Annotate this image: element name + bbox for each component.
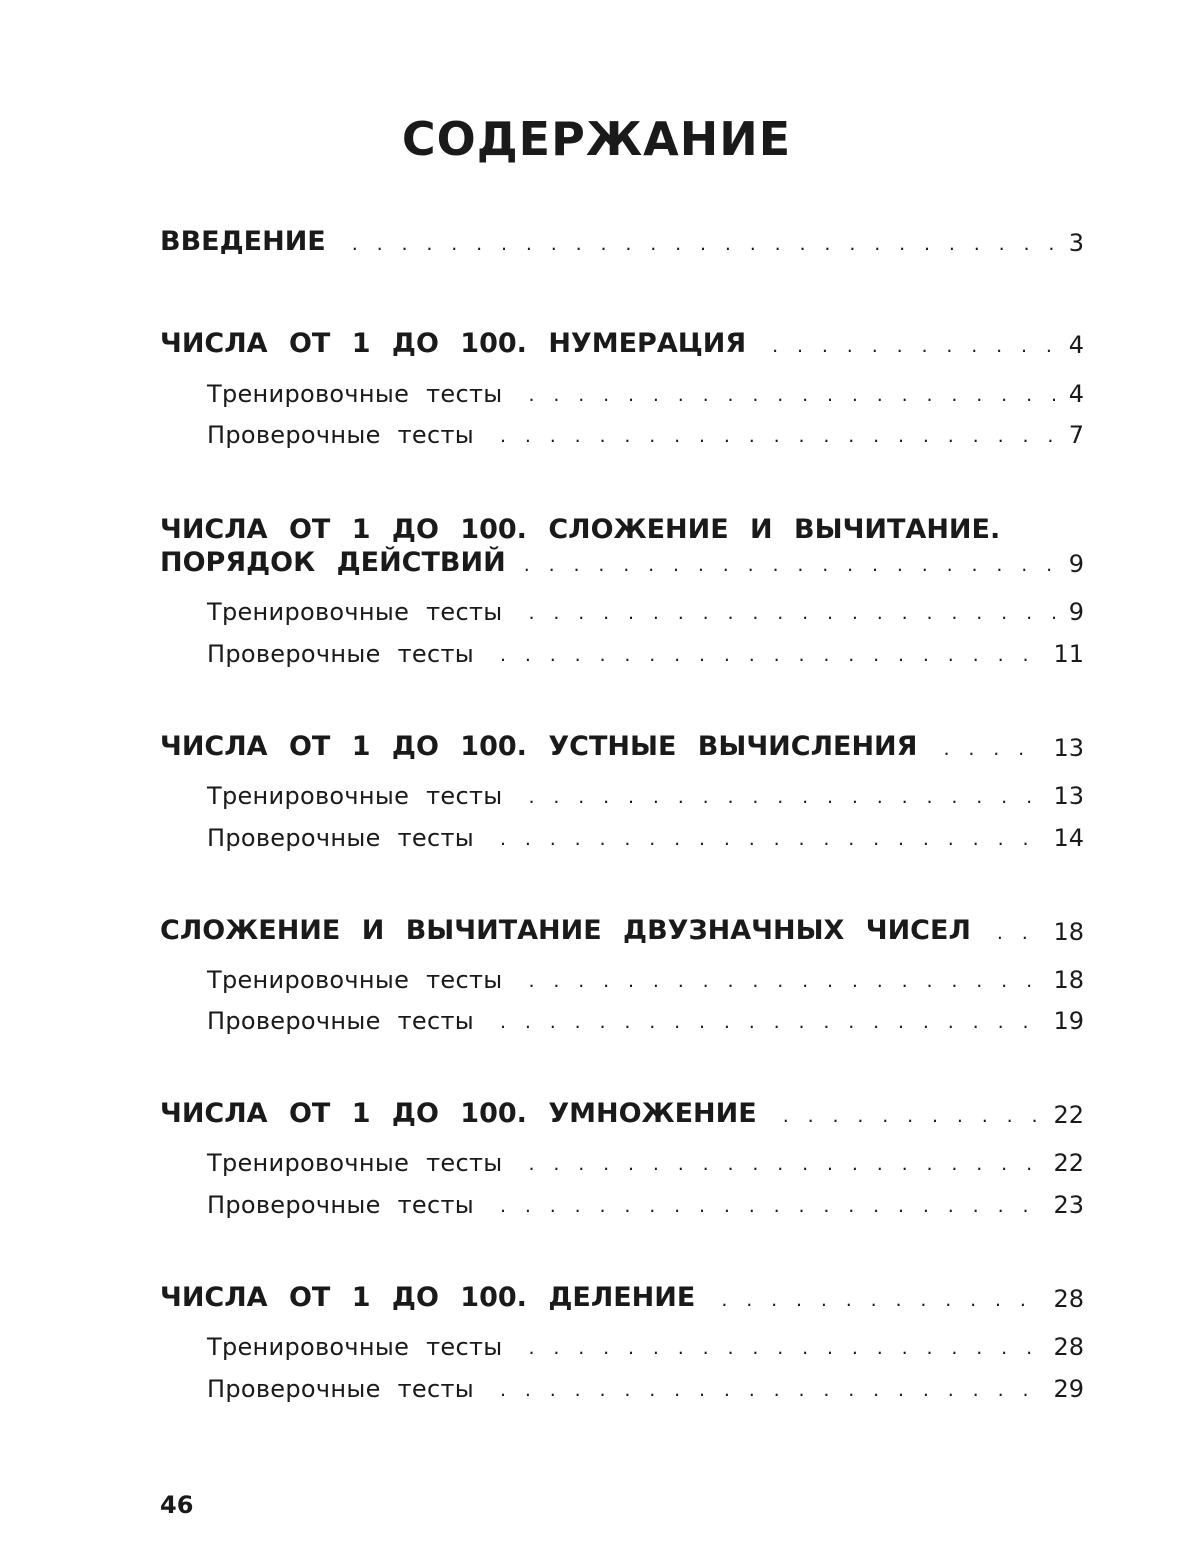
dot-leader [500,1197,1043,1219]
toc-subentry-page: 22 [1053,1149,1084,1177]
toc-subentry-check [207,421,1084,449]
toc-subentry-page: 19 [1053,1007,1084,1035]
toc-subentry-label: Проверочные тесты [207,640,474,668]
toc-entry-page: 3 [1068,229,1084,257]
toc-subentry-page: 18 [1053,966,1084,994]
toc-section-label: ЧИСЛА ОТ 1 ДО 100. НУМЕРАЦИЯ [160,328,747,359]
toc-section-title [160,731,1084,762]
toc-subentry-check [207,1375,1084,1403]
toc-subentry-page: 4 [1068,380,1084,408]
toc-subentry-training [207,966,1084,994]
toc-subentry-training [207,1149,1084,1177]
toc-subentry-training [207,380,1084,408]
toc-section-page: 13 [1053,734,1084,762]
toc-subentry-training [207,1333,1084,1361]
toc-section-page: 22 [1053,1101,1084,1129]
toc-subentry-page: 23 [1053,1191,1084,1219]
toc-subentry-training [207,782,1084,810]
toc-entry-label: ВВЕДЕНИЕ [160,226,326,257]
toc-section-title [160,547,1084,578]
dot-leader [721,1291,1043,1313]
toc-subentry-label: Тренировочные тесты [207,1149,503,1177]
toc-subentry-check [207,640,1084,668]
toc-subentry-check [207,1007,1084,1035]
toc-subentry-label: Проверочные тесты [207,824,474,852]
toc-section-title [160,328,1084,359]
toc-subentry-label: Тренировочные тесты [207,598,503,626]
toc-section-page: 28 [1053,1285,1084,1313]
toc-section-title [160,1098,1084,1129]
toc-section-title [160,1282,1084,1313]
toc-subentry-page: 13 [1053,782,1084,810]
toc-subentry-label: Тренировочные тесты [207,782,503,810]
toc-subentry-label: Проверочные тесты [207,1007,474,1035]
dot-leader [772,337,1059,359]
toc-entry-intro [160,226,1084,257]
toc-subentry-training [207,598,1084,626]
toc-section-label: ЧИСЛА ОТ 1 ДО 100. УСТНЫЕ ВЫЧИСЛЕНИЯ [160,731,918,762]
toc-subentry-check [207,1191,1084,1219]
toc-subentry-check [207,824,1084,852]
dot-leader [500,830,1043,852]
toc-subentry-page: 7 [1068,421,1084,449]
toc-subentry-label: Проверочные тесты [207,1191,474,1219]
toc-section-label: ЧИСЛА ОТ 1 ДО 100. УМНОЖЕНИЕ [160,1098,757,1129]
dot-leader [524,556,1059,578]
dot-leader [500,646,1043,668]
dot-leader [528,788,1043,810]
toc-subentry-page: 28 [1053,1333,1084,1361]
toc-subentry-page: 29 [1053,1375,1084,1403]
toc-section-page: 9 [1068,550,1084,578]
toc-section-title-line1: ЧИСЛА ОТ 1 ДО 100. СЛОЖЕНИЕ И ВЫЧИТАНИЕ. [160,514,1001,545]
dot-leader [500,1013,1043,1035]
toc-section-title [160,915,1084,946]
dot-leader [500,427,1059,449]
toc-subentry-page: 9 [1068,598,1084,626]
dot-leader [528,972,1043,994]
page-number: 46 [160,1491,194,1519]
dot-leader [943,740,1043,762]
toc-subentry-label: Тренировочные тесты [207,1333,503,1361]
toc-section-page: 4 [1068,331,1084,359]
toc-subentry-page: 14 [1053,824,1084,852]
dot-leader [352,235,1059,257]
toc-subentry-label: Тренировочные тесты [207,380,503,408]
dot-leader [528,1155,1043,1177]
dot-leader [528,604,1058,626]
dot-leader [528,386,1058,408]
toc-subentry-page: 11 [1053,640,1084,668]
toc-section-page: 18 [1053,918,1084,946]
dot-leader [783,1107,1044,1129]
toc-subentry-label: Проверочные тесты [207,1375,474,1403]
dot-leader [528,1339,1043,1361]
dot-leader [997,924,1044,946]
toc-subentry-label: Тренировочные тесты [207,966,503,994]
page-title: СОДЕРЖАНИЕ [401,112,792,166]
toc-subentry-label: Проверочные тесты [207,421,474,449]
dot-leader [500,1381,1043,1403]
toc-section-label: ПОРЯДОК ДЕЙСТВИЙ [160,547,506,578]
toc-section-label: СЛОЖЕНИЕ И ВЫЧИТАНИЕ ДВУЗНАЧНЫХ ЧИСЕЛ [160,915,971,946]
toc-section-label: ЧИСЛА ОТ 1 ДО 100. ДЕЛЕНИЕ [160,1282,696,1313]
